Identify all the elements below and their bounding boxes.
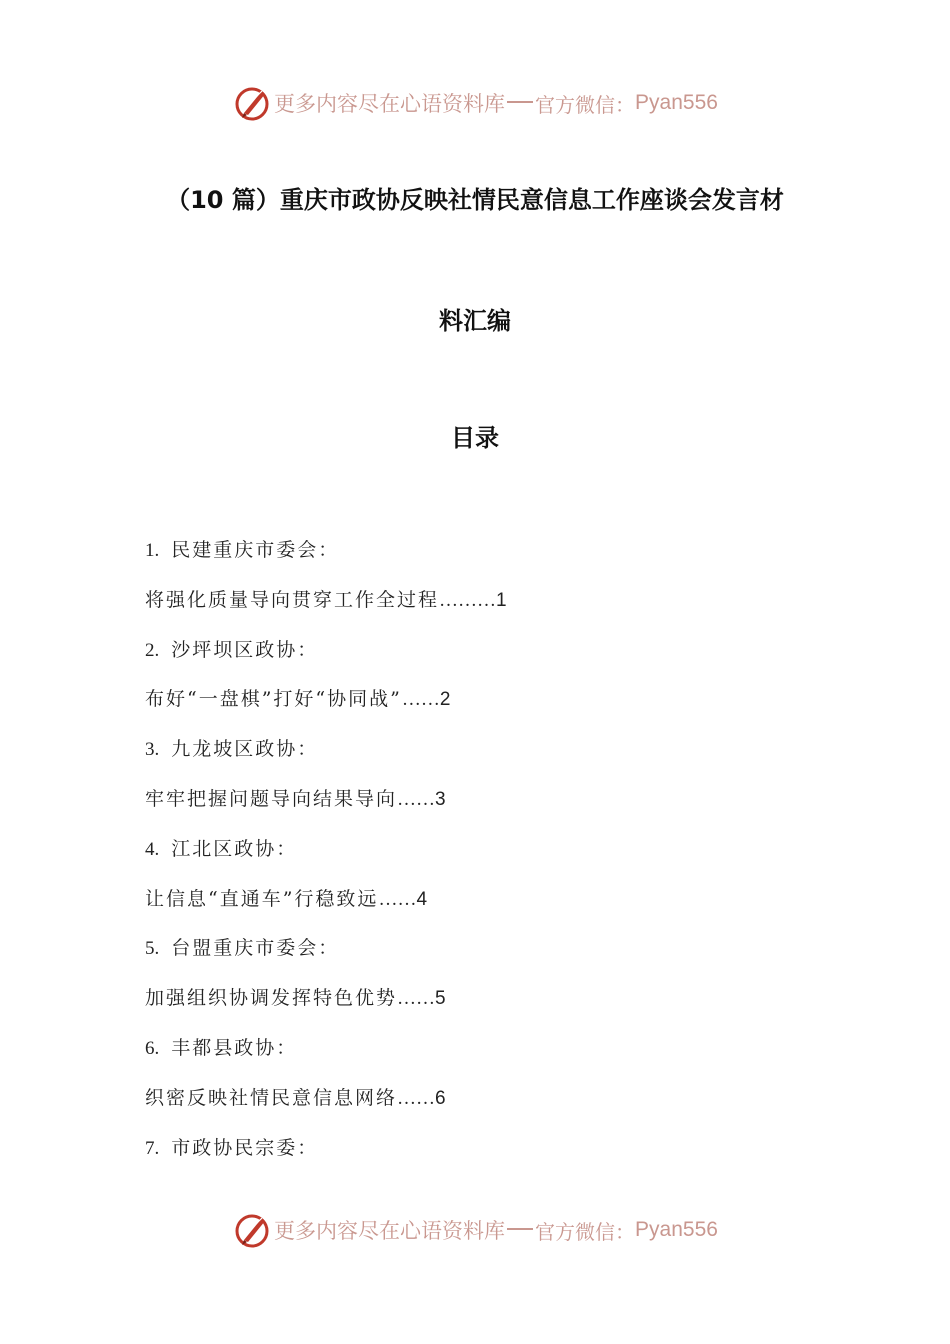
- toc-entry-title-text: 加强组织协调发挥特色优势: [145, 987, 398, 1010]
- toc-entry-org-name: 九龙坡区政协：: [171, 738, 319, 761]
- toc-entry-number: 2.: [145, 639, 160, 661]
- toc-page-number: 4: [416, 888, 428, 910]
- toc-entry-org[interactable]: [145, 732, 845, 782]
- toc-entry-title[interactable]: [145, 682, 845, 732]
- toc-leader-dots: ……: [397, 1087, 436, 1109]
- toc-page-number: 3: [435, 788, 446, 810]
- toc-entry-title-text: 牢牢把握问题导向结果导向: [145, 787, 398, 810]
- toc-entry-org[interactable]: [145, 832, 845, 882]
- quill-pen-logo-icon: [232, 83, 272, 123]
- toc-entry-title[interactable]: [145, 981, 845, 1031]
- toc-entry-org-name: 丰都县政协：: [171, 1036, 298, 1059]
- toc-entry-title-text: 将强化质量导向贯穿工作全过程: [145, 588, 440, 611]
- toc-entry-org[interactable]: [145, 1131, 845, 1181]
- toc-leader-dots: ……: [401, 689, 440, 711]
- footer-banner: [0, 1208, 950, 1252]
- toc-entry-title[interactable]: [145, 782, 845, 832]
- document-title-line-2: 料汇编: [439, 307, 511, 335]
- banner-separator: [507, 101, 533, 103]
- banner-separator: [507, 1228, 533, 1230]
- toc-entry-number: 3.: [145, 739, 160, 761]
- toc-leader-dots: ……: [397, 788, 436, 810]
- banner-wechat-label: 官方微信：: [535, 1219, 636, 1244]
- toc-page-number: 2: [439, 689, 451, 711]
- toc-entry-title-text: 让信息“直通车”行稳致远: [145, 887, 379, 910]
- toc-leader-dots: ………: [439, 589, 497, 611]
- toc-entry-title[interactable]: [145, 882, 845, 932]
- toc-entry-number: 7.: [145, 1137, 160, 1159]
- toc-entry-title-text: 布好“一盘棋”打好“协同战”: [145, 688, 402, 711]
- banner-wechat-id: Pyan556: [635, 91, 718, 114]
- toc-entry-title-text: 织密反映社情民意信息网络: [145, 1086, 398, 1109]
- banner-text: 更多内容尽在心语资料库: [274, 1219, 506, 1243]
- toc-entry-title[interactable]: [145, 1081, 845, 1131]
- toc-entry-org[interactable]: [145, 633, 845, 683]
- toc-entry-title[interactable]: [145, 583, 845, 633]
- toc-entry-org[interactable]: [145, 1031, 845, 1081]
- toc-heading: 目录: [451, 424, 499, 452]
- toc-entry-org-name: 沙坪坝区政协：: [171, 638, 319, 661]
- toc-page-number: 6: [435, 1087, 446, 1109]
- toc-entry-number: 4.: [145, 838, 160, 860]
- banner-wechat-label: 官方微信：: [535, 92, 636, 117]
- toc-entry-number: 1.: [145, 540, 160, 561]
- document-title-line-1: （10 篇）重庆市政协反映社情民意信息工作座谈会发言材: [166, 186, 784, 214]
- toc-entry-org-name: 江北区政协：: [171, 837, 298, 860]
- toc-entry-org-name: 民建重庆市委会：: [171, 539, 340, 561]
- toc-entry-org[interactable]: [145, 931, 845, 981]
- toc-leader-dots: ……: [378, 888, 417, 910]
- toc-entry-org[interactable]: [145, 533, 845, 583]
- header-banner: [0, 81, 950, 125]
- banner-text: 更多内容尽在心语资料库: [274, 92, 506, 116]
- quill-pen-logo-icon: [232, 1210, 272, 1250]
- banner-wechat-id: Pyan556: [635, 1218, 718, 1241]
- toc-entry-org-name: 台盟重庆市委会：: [171, 937, 340, 960]
- toc-entry-number: 5.: [145, 938, 160, 960]
- toc-entry-org-name: 市政协民宗委：: [171, 1136, 319, 1159]
- toc-leader-dots: ……: [397, 988, 436, 1010]
- toc-entry-number: 6.: [145, 1037, 160, 1059]
- table-of-contents: [145, 533, 845, 1180]
- toc-page-number: 1: [496, 589, 507, 611]
- toc-page-number: 5: [435, 988, 446, 1010]
